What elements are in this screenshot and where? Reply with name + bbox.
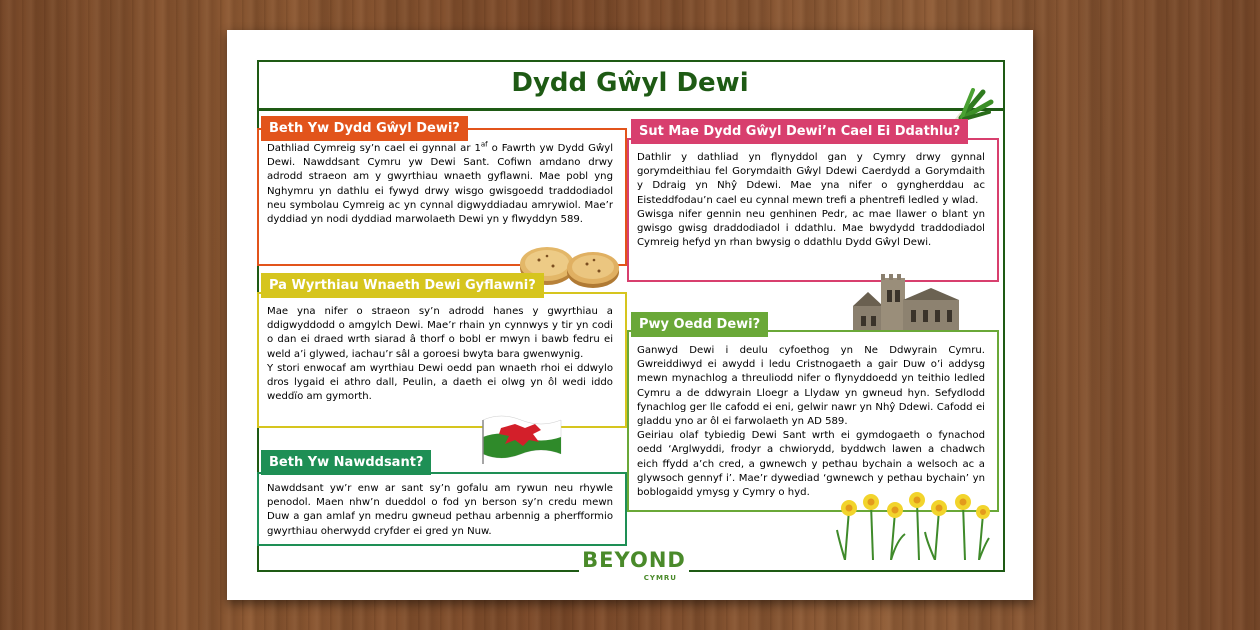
section-patron-heading: Beth Yw Nawddsant? xyxy=(261,450,431,475)
section-what-heading: Beth Yw Dydd Gŵyl Dewi? xyxy=(261,116,468,141)
logo-main: BEYOND xyxy=(582,548,686,572)
section-what-text: Dathliad Cymreig sy’n cael ei gynnal ar $1^{af}$ o Fawrth yw Dydd Gŵyl Dewi. Nawddsant Cymru yw Dewi Sant. Cofiwn amdano drwy adrodd straeon am y gwyrthiau wnaeth gyflawni. Mae pobl yng Nghymru yn dathlu ei fywyd drwy wisgo gwisgoedd traddodiadol neu symbolau Cymreig ac yn cynnal digwyddiadau amrywiol. Mae’r dyddiad yn nodi dyddiad marwolaeth Dewi yn y flwyddyn 589. xyxy=(267,140,614,226)
title-divider xyxy=(257,108,1005,111)
section-patron-text: Nawddsant yw’r enw ar sant sy’n gofalu am rywun neu rhywle penodol. Maen nhw’n dueddol o fod yn berson sy’n credu mewn Duw a gan amlaf yn medru gwneud pethau arbennig a pherfformio gwyrthiau oherwydd cryfder ei gred yn Nuw. xyxy=(267,483,613,537)
section-celebrate-heading: Sut Mae Dydd Gŵyl Dewi’n Cael Ei Ddathlu? xyxy=(631,119,968,144)
page-title: Dydd Gŵyl Dewi xyxy=(511,68,749,98)
welsh-flag-image xyxy=(479,412,565,468)
section-who-heading: Pwy Oedd Dewi? xyxy=(631,312,768,337)
section-who-text: Ganwyd Dewi i deulu cyfoethog yn Ne Ddwyrain Cymru. Gwreiddiwyd ei awydd i ledu Cristnogaeth a gair Duw o’i addysg mewn mynachlog a threuliodd nifer o flynyddoedd yn teithio ledled Cymru a de ddwyrain Lloegr a Llydaw yn gwneud hyn. Sefydlodd fynachlog ger lle cafodd ei eni, gelwir nawr yn Nhŷ Ddewi. Cafodd ei gladdu yno ar ôl ei farwolaeth yn AD 589. Geiriau olaf tybiedig Dewi Sant wrth ei gymdogaeth o fynachod oedd ‘Arglwyddi, frodyr a chwiorydd, byddwch lawen a chadwch eich ffydd a’ch cred, a gwnewch y pethau bychain a welsoch ac a glywsoch gennyf i’. Mae’r dywediad ‘gwnewch y pethau bychain’ yn boblogaidd ymysg y Cymry o hyd. xyxy=(637,345,985,499)
logo-sub: CYMRU xyxy=(643,574,677,582)
beyond-cymru-logo xyxy=(579,548,689,594)
poster xyxy=(227,30,1033,600)
daffodils-image xyxy=(835,490,991,560)
section-celebrate-text: Dathlir y dathliad yn flynyddol gan y Cymry drwy gynnal gorymdeithiau fel Gorymdaith Gŵyl Ddewi Caerdydd a Gorymdaith y Ddraig yn Nhŷ Ddewi. Mae yna nifer o gyngherddau ac Eisteddfodau’n cael eu cynnal mewn trefi a phentrefi ledled y wlad. Gwisga nifer gennin neu genhinen Pedr, ac mae llawer o blant yn gwisgo gwisg draddodiadol i ddathlu. Mae bwydydd traddodiadol Cymreig hefyd yn rhan bwysig o ddathlu Dydd Gŵyl Dewi. xyxy=(637,152,985,249)
section-miracles-heading: Pa Wyrthiau Wnaeth Dewi Gyflawni? xyxy=(261,273,544,298)
section-miracles-text: Mae yna nifer o straeon sy’n adrodd hanes y gwyrthiau a ddigwyddodd o amgylch Dewi. Mae’r rhain yn cynnwys y tir yn codi o dan ei draed wrth siarad â thorf o bobl er mwyn i bawb fedru ei weld a’i glywed, iachau’r sâl a goroesi bwyta bara gwenwynig. Y stori enwocaf am wyrthiau Dewi oedd pan wnaeth rhoi ei ddwylo dros lygaid ei athro dall, Peulin, a daeth ei olwg yn ôl wedi iddo weddïo am gymorth. xyxy=(267,306,613,403)
